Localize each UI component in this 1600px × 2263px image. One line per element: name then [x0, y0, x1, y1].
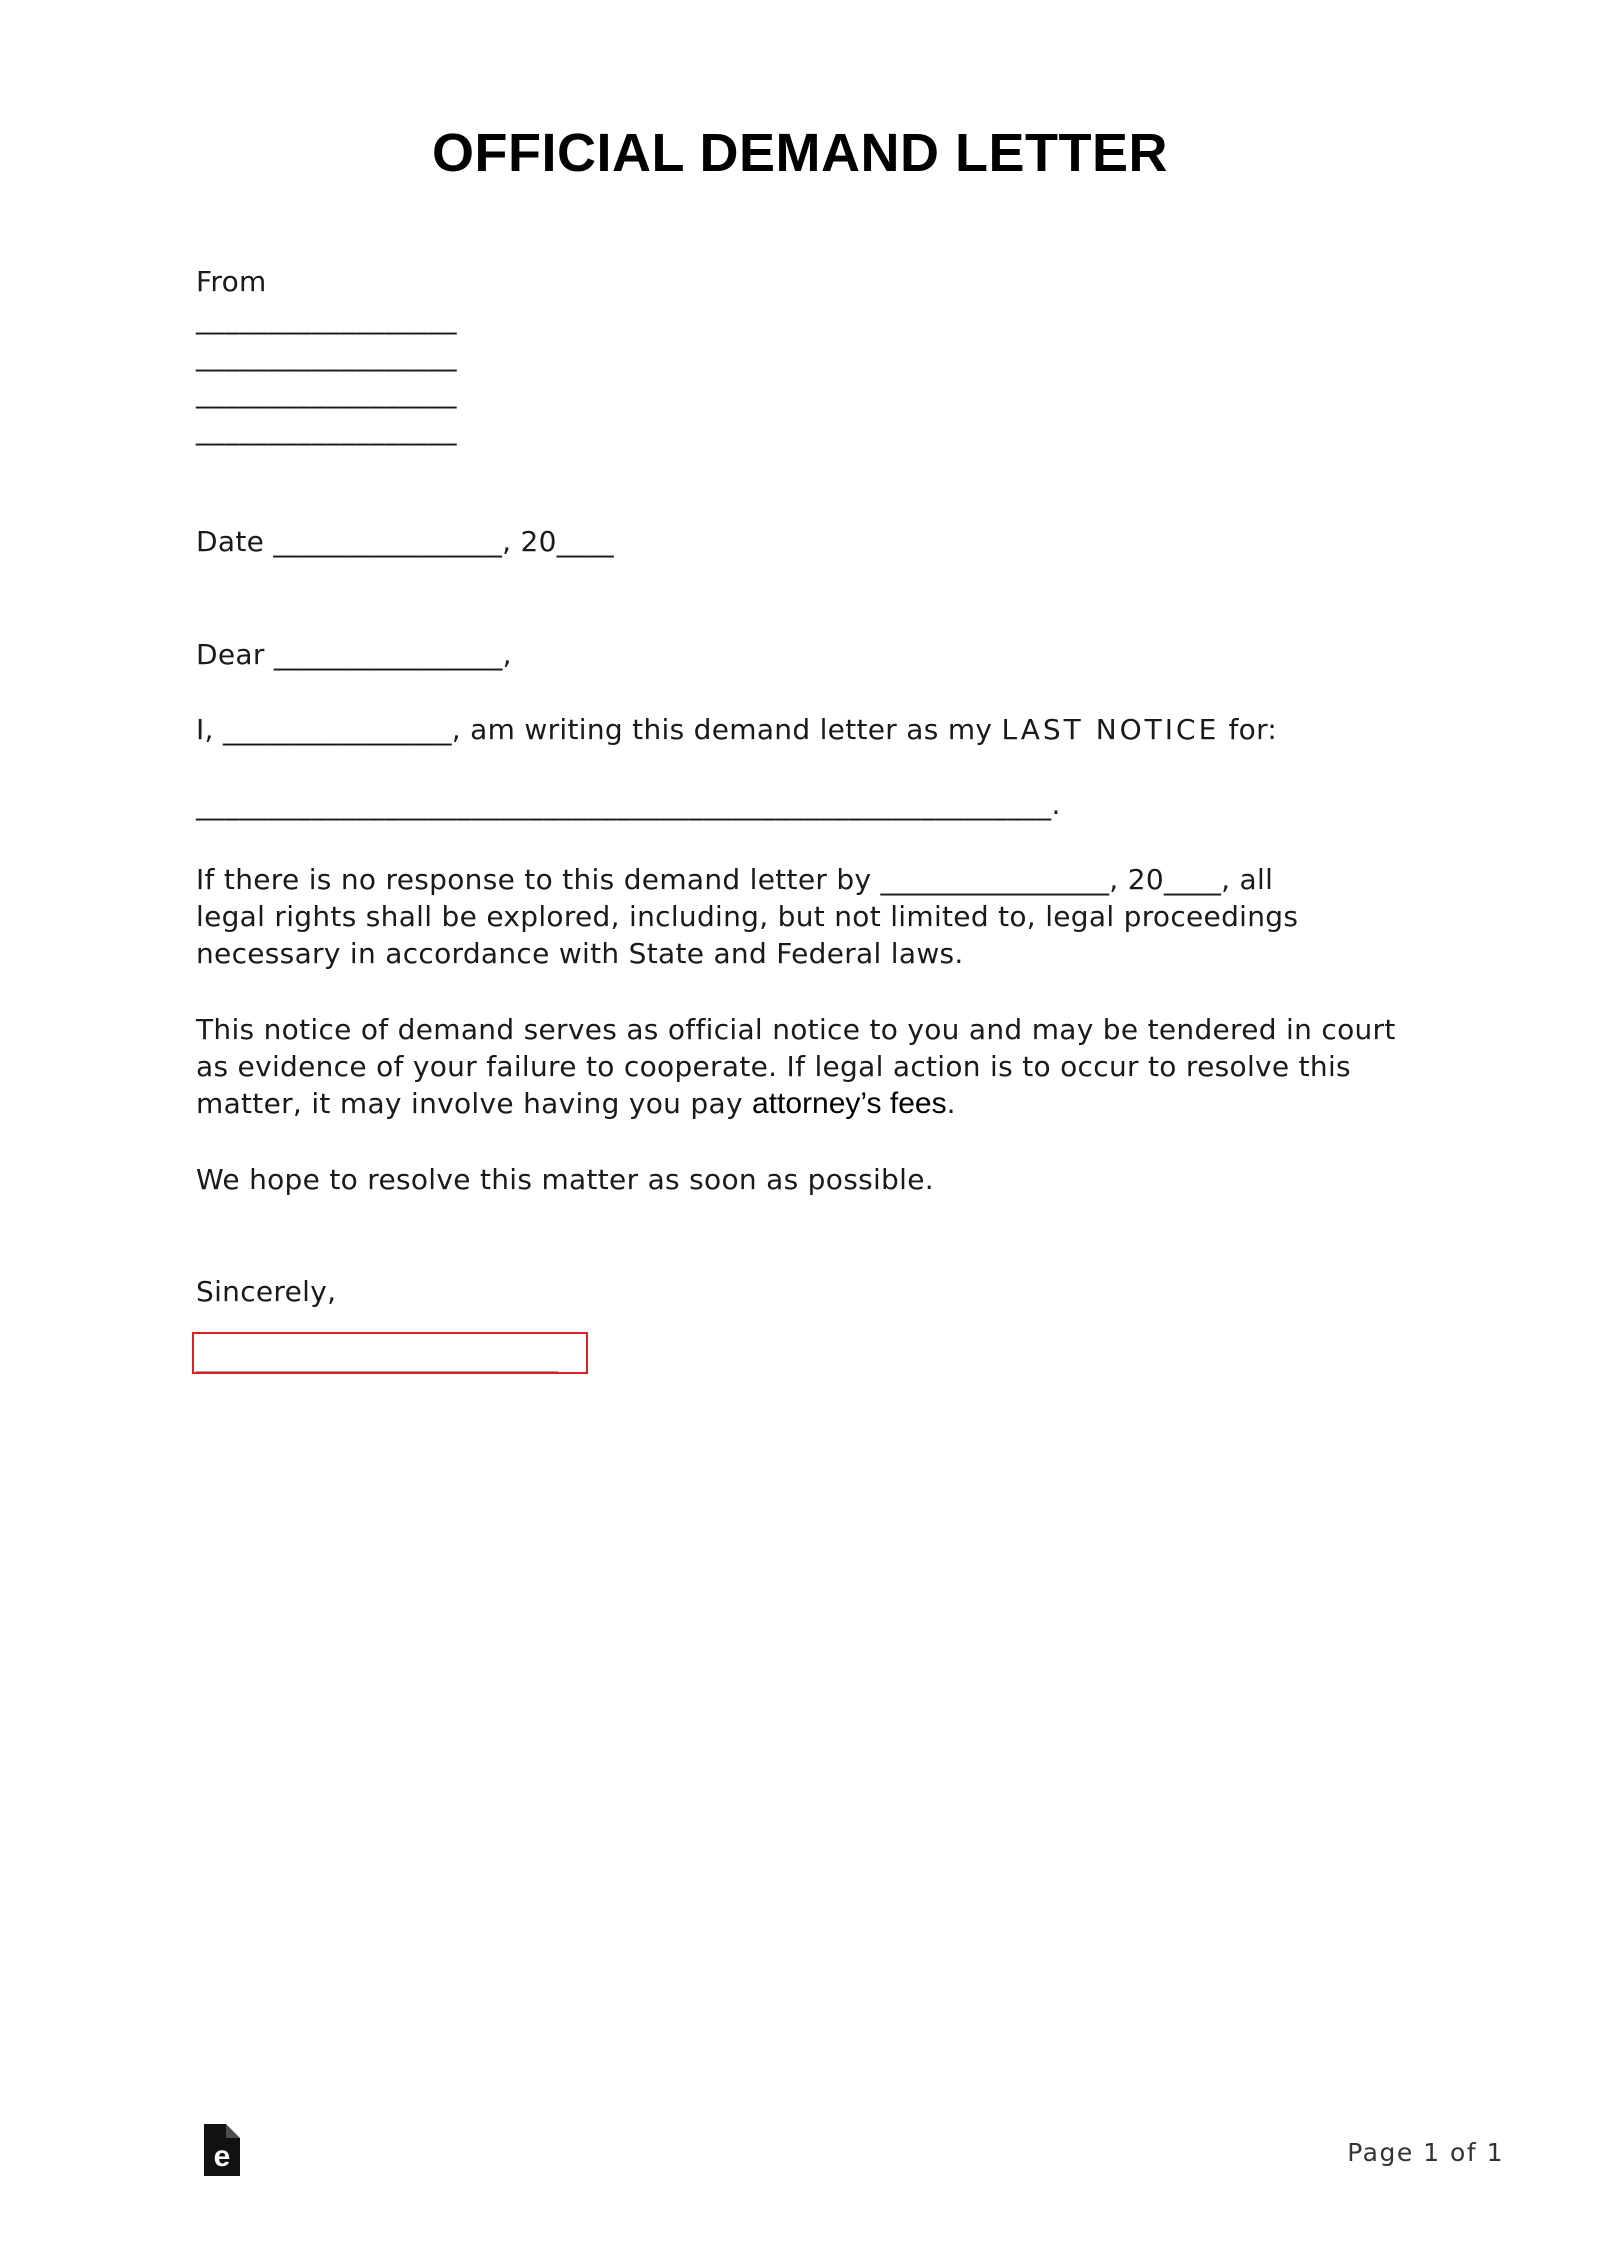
paragraph-1-line-3: necessary in accordance with State and Federal laws.	[196, 937, 964, 970]
page-number: Page 1 of 1	[1347, 2138, 1504, 2167]
official-notice-paragraph	[196, 1011, 1426, 1122]
from-address-line-4[interactable]: __________________	[196, 413, 457, 446]
paragraph-2-line-1: This notice of demand serves as official notice to you and may be tendered in court	[196, 1013, 1396, 1046]
response-deadline-paragraph	[196, 861, 1426, 972]
signature-line[interactable]: _________________________	[196, 1341, 559, 1374]
from-block	[196, 263, 1426, 448]
from-address-line-2[interactable]: __________________	[196, 339, 457, 372]
paragraph-2-line-3	[196, 1085, 1426, 1122]
intro-suffix: for:	[1219, 713, 1278, 746]
paragraph-2-line-2: as evidence of your failure to cooperate. If legal action is to occur to resolve this	[196, 1050, 1351, 1083]
attorney-fees-text: attorney’s fees	[752, 1087, 947, 1120]
salutation-line[interactable]: Dear ________________,	[196, 638, 512, 671]
signature-field-highlight[interactable]	[192, 1332, 588, 1374]
paragraph-2-line-3-suffix: .	[946, 1087, 956, 1120]
demand-reason-line[interactable]: ___________________________________________________________.	[196, 788, 1061, 821]
last-notice-text: LAST NOTICE	[1001, 713, 1220, 746]
intro-prefix: I, ________________, am writing this demand letter as my	[196, 713, 1002, 746]
from-label: From	[196, 265, 267, 298]
paragraph-2-line-3-prefix: matter, it may involve having you pay	[196, 1087, 753, 1120]
intro-line[interactable]	[196, 711, 1426, 748]
eforms-logo-icon	[204, 2124, 240, 2176]
svg-text:e: e	[213, 2140, 231, 2173]
paragraph-1-line-1[interactable]: If there is no response to this demand letter by ________________, 20____, all	[196, 863, 1274, 896]
from-address-line-3[interactable]: __________________	[196, 376, 457, 409]
document-title: OFFICIAL DEMAND LETTER	[432, 123, 1168, 183]
from-address-line-1[interactable]: __________________	[196, 302, 457, 335]
signoff: Sincerely,	[196, 1275, 337, 1308]
closing-hope-line: We hope to resolve this matter as soon as possible.	[196, 1163, 934, 1196]
date-line[interactable]: Date ________________, 20____	[196, 525, 614, 558]
paragraph-1-line-2: legal rights shall be explored, including, but not limited to, legal proceedings	[196, 900, 1299, 933]
